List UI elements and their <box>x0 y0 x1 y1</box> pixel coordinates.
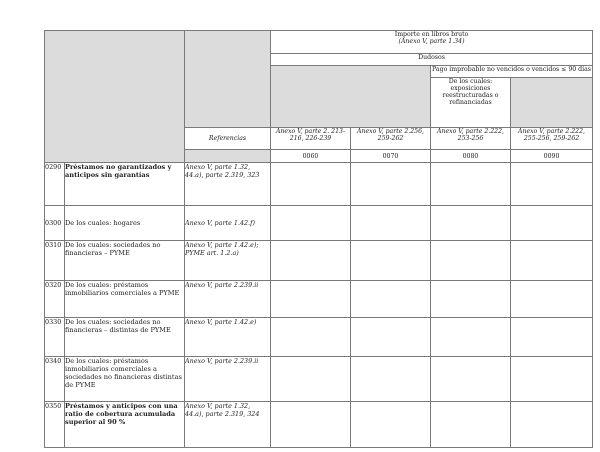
cell-0080 <box>431 318 511 357</box>
row-code: 0340 <box>45 357 65 402</box>
table-row <box>45 206 593 241</box>
col-ref-0070: Anexo V, parte 2.256, 259-262 <box>351 128 431 150</box>
de-los-cuales-header-1: De los cuales: exposiciones reestructuradas o refinanciadas <box>431 78 511 128</box>
cell-0060 <box>271 206 351 241</box>
row-ref: Anexo V, parte 1.32, 44.a), parte 2.319, 324 <box>185 402 271 448</box>
importe-anexo: (Anexo V, parte 1.34) <box>398 38 465 45</box>
cell-0080 <box>431 163 511 206</box>
importe-header <box>271 31 593 54</box>
col-code-0080: 0080 <box>431 150 511 163</box>
row-label: De los cuales: préstamos inmobiliarios comerciales a sociedades no financieras distintas de PYME <box>65 357 185 402</box>
row-label: Préstamos no garantizados y anticipos sin garantías <box>65 163 185 206</box>
cell-0070 <box>351 163 431 206</box>
row-ref: Anexo V, parte 2.239.ii <box>185 357 271 402</box>
dudosos-header: Dudosos <box>271 54 593 66</box>
table-row <box>45 241 593 281</box>
row-code: 0350 <box>45 402 65 448</box>
row-code: 0310 <box>45 241 65 281</box>
cell-0070 <box>351 206 431 241</box>
row-ref: Anexo V, parte 1.42.e) <box>185 318 271 357</box>
row-label: De los cuales: préstamos inmobiliarios comerciales a PYME <box>65 281 185 318</box>
row-code: 0330 <box>45 318 65 357</box>
table-row <box>45 357 593 402</box>
row-ref: Anexo V, parte 1.42.f) <box>185 206 271 241</box>
corner-cell <box>45 31 185 163</box>
row-code: 0300 <box>45 206 65 241</box>
cell-0070 <box>351 402 431 448</box>
cell-0070 <box>351 318 431 357</box>
row-label: De los cuales: hogares <box>65 206 185 241</box>
row-label: De los cuales: sociedades no financieras – PYME <box>65 241 185 281</box>
cell-0080 <box>431 402 511 448</box>
cell-0060 <box>271 357 351 402</box>
row-ref: Anexo V, parte 1.42.e); PYME art. 1.2.a) <box>185 241 271 281</box>
cell-0090 <box>511 318 593 357</box>
col-code-0090: 0090 <box>511 150 593 163</box>
cell-0060 <box>271 402 351 448</box>
row-code: 0290 <box>45 163 65 206</box>
col-ref-0090: Anexo V, parte 2.222, 255-256, 259-262 <box>511 128 593 150</box>
cell-0090 <box>511 402 593 448</box>
referencias-label: Referencias <box>185 128 271 150</box>
cell-0070 <box>351 357 431 402</box>
row-ref: Anexo V, parte 2.239.ii <box>185 281 271 318</box>
cell-0080 <box>431 206 511 241</box>
col-code-0070: 0070 <box>351 150 431 163</box>
col-code-0060: 0060 <box>271 150 351 163</box>
cell-0070 <box>351 241 431 281</box>
ref-header-blank <box>185 31 271 128</box>
pago-improbable-header: Pago improbable no vencidos o vencidos ≤ 90 días <box>431 66 593 78</box>
dudosos-subblank <box>271 66 431 128</box>
cell-0060 <box>271 163 351 206</box>
col-ref-0060: Anexo V, parte 2. 213-216, 226-239 <box>271 128 351 150</box>
col-ref-0080: Anexo V, parte 2.222, 253-256 <box>431 128 511 150</box>
cell-0090 <box>511 281 593 318</box>
row-ref: Anexo V, parte 1.32, 44.a), parte 2.319, 323 <box>185 163 271 206</box>
cell-0080 <box>431 281 511 318</box>
cell-0090 <box>511 163 593 206</box>
cell-0060 <box>271 281 351 318</box>
cell-0090 <box>511 357 593 402</box>
row-label: De los cuales: sociedades no financieras – distintas de PYME <box>65 318 185 357</box>
code-row-blank <box>185 150 271 163</box>
table-row <box>45 318 593 357</box>
row-label: Préstamos y anticipos con una ratio de cobertura acumulada superior al 90 % <box>65 402 185 448</box>
cell-0080 <box>431 357 511 402</box>
table-row <box>45 281 593 318</box>
cell-0090 <box>511 206 593 241</box>
pago-subblank <box>511 78 593 128</box>
cell-0070 <box>351 281 431 318</box>
cell-0060 <box>271 318 351 357</box>
cell-0060 <box>271 241 351 281</box>
data-table <box>44 30 593 448</box>
importe-title: Importe en libros bruto <box>394 31 469 38</box>
table-row <box>45 402 593 448</box>
row-code: 0320 <box>45 281 65 318</box>
table-row <box>45 163 593 206</box>
cell-0090 <box>511 241 593 281</box>
cell-0080 <box>431 241 511 281</box>
